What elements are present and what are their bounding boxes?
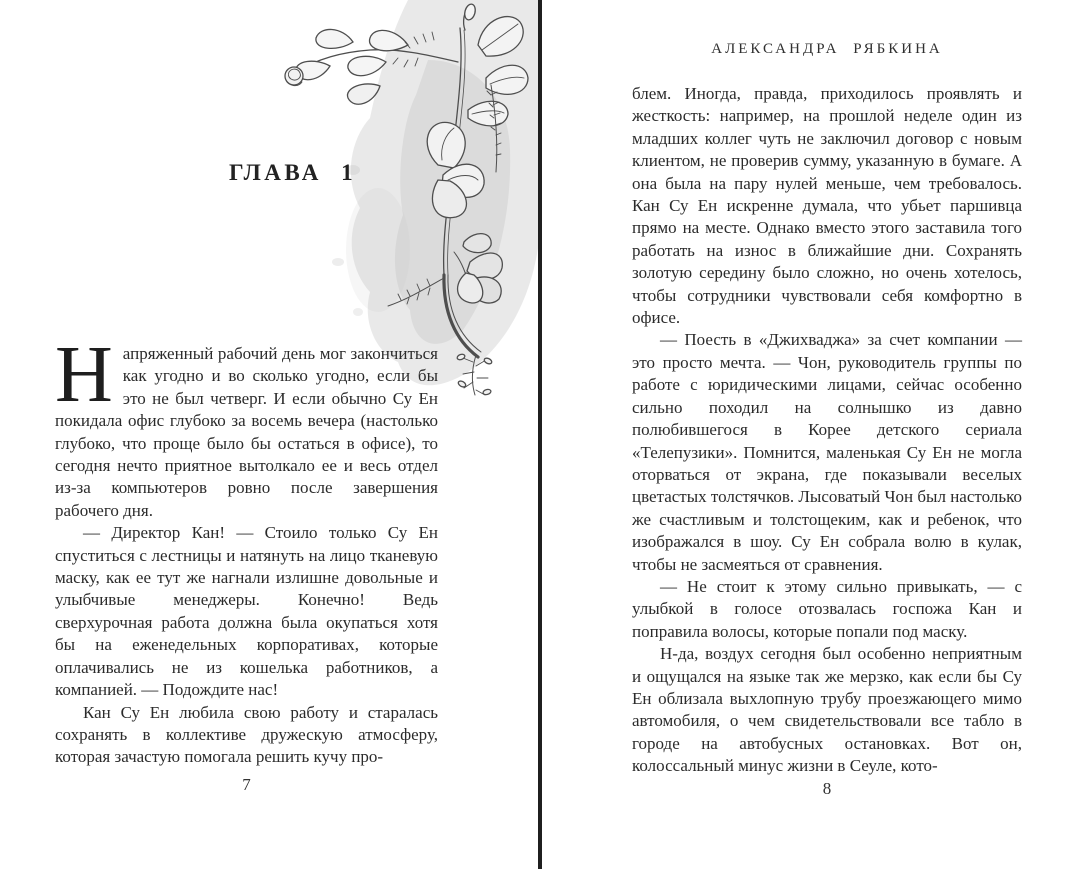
botanical-illustration [258, 0, 538, 400]
left-page-text [55, 331, 438, 769]
watercolor-speck [332, 258, 344, 266]
page-left [0, 0, 538, 869]
paragraph: — Директор Кан! — Стоило только Су Ен спуститься с лестницы и натянуть на лицо тканевую маску, как ее тут же нагнали излишне довольные и улыбчивые менеджеры. Конечно! Ведь сверхурочная работа должна была окупаться хотя бы на еженедельных корпоративах, которые оплачивались не из кошелька работников, а компанией. — Подождите нас! [55, 523, 438, 700]
running-header-author: АЛЕКСАНДРА РЯБКИНА [711, 41, 943, 57]
page-number-right: 8 [822, 779, 832, 798]
right-page-text [632, 83, 1022, 778]
paragraph: — Поесть в «Джихваджа» за счет компании — это просто мечта. — Чон, руководитель группы по работе с юридическими лицами, сейчас особенно сильно походил на солнышко из давно полюбившегося в Корее детского сериала «Телепузики». Помнится, маленькая Су Ен не могла оторваться от экрана, где показывали веселых цветастых толстячков. Лысоватый Чон был настолько же счастливым и толстощеким, как и ребенок, что изображался в шоу. Су Ен собрала волю в кулак, чтобы не засмеяться от сравнения. [632, 330, 1023, 574]
paragraph: Н-да, воздух сегодня был особенно неприятным и ощущался на языке так же мерзко, как если бы Су Ен облизала выхлопную трубу проезжающего мимо автомобиля, о чем свидетельствовали все табло в городе на автобусных остановках. Вот он, колоссальный минус жизни в Сеуле, кото- [632, 644, 1022, 776]
paragraph: Кан Су Ен любила свою работу и старалась сохранять в коллективе дружескую атмосферу, которая зачастую помогала решить кучу про- [55, 702, 438, 767]
watercolor-speck [353, 308, 363, 316]
paragraph: блем. Иногда, правда, приходилось проявлять и жесткость: например, на прошлой неделе один из младших коллег чуть не заключил договор с новым клиентом, не проверив сумму, указанную в бумаге. А она была на пару нулей меньше, чем требовалось. Кан Су Ен искренне думала, что убьет паршивца прямо на месте. Однако вместо этого заставила того работать на износ в ближайшие дни. Сохранять золотую середину было сложно, но очень хотелось, чтобы сотрудники чувствовали себя комфортно в офисе. [632, 84, 1022, 328]
watercolor-speck [346, 188, 410, 312]
page-number-left: 7 [242, 775, 251, 794]
dropcap-letter: Н [55, 331, 113, 419]
paragraph: Напряженный рабочий день мог закончиться как угодно и во сколько угодно, если бы это не был четверг. И если обычно Су Ен покидала офис глубоко за восемь вечера (настолько глубоко, что проще было бы остаться в офисе), то сегодня нечто приятное вытолкало ее и весь отдел из-за компьютеров ровно после завершения рабочего дня. [55, 331, 438, 520]
chapter-heading: ГЛАВА 1 [229, 160, 357, 185]
page-right [542, 0, 1078, 869]
paragraph: — Не стоит к этому сильно привыкать, — с улыбкой в голосе отозвалась госпожа Кан и поправила волосы, которые попали под маску. [632, 576, 1022, 641]
